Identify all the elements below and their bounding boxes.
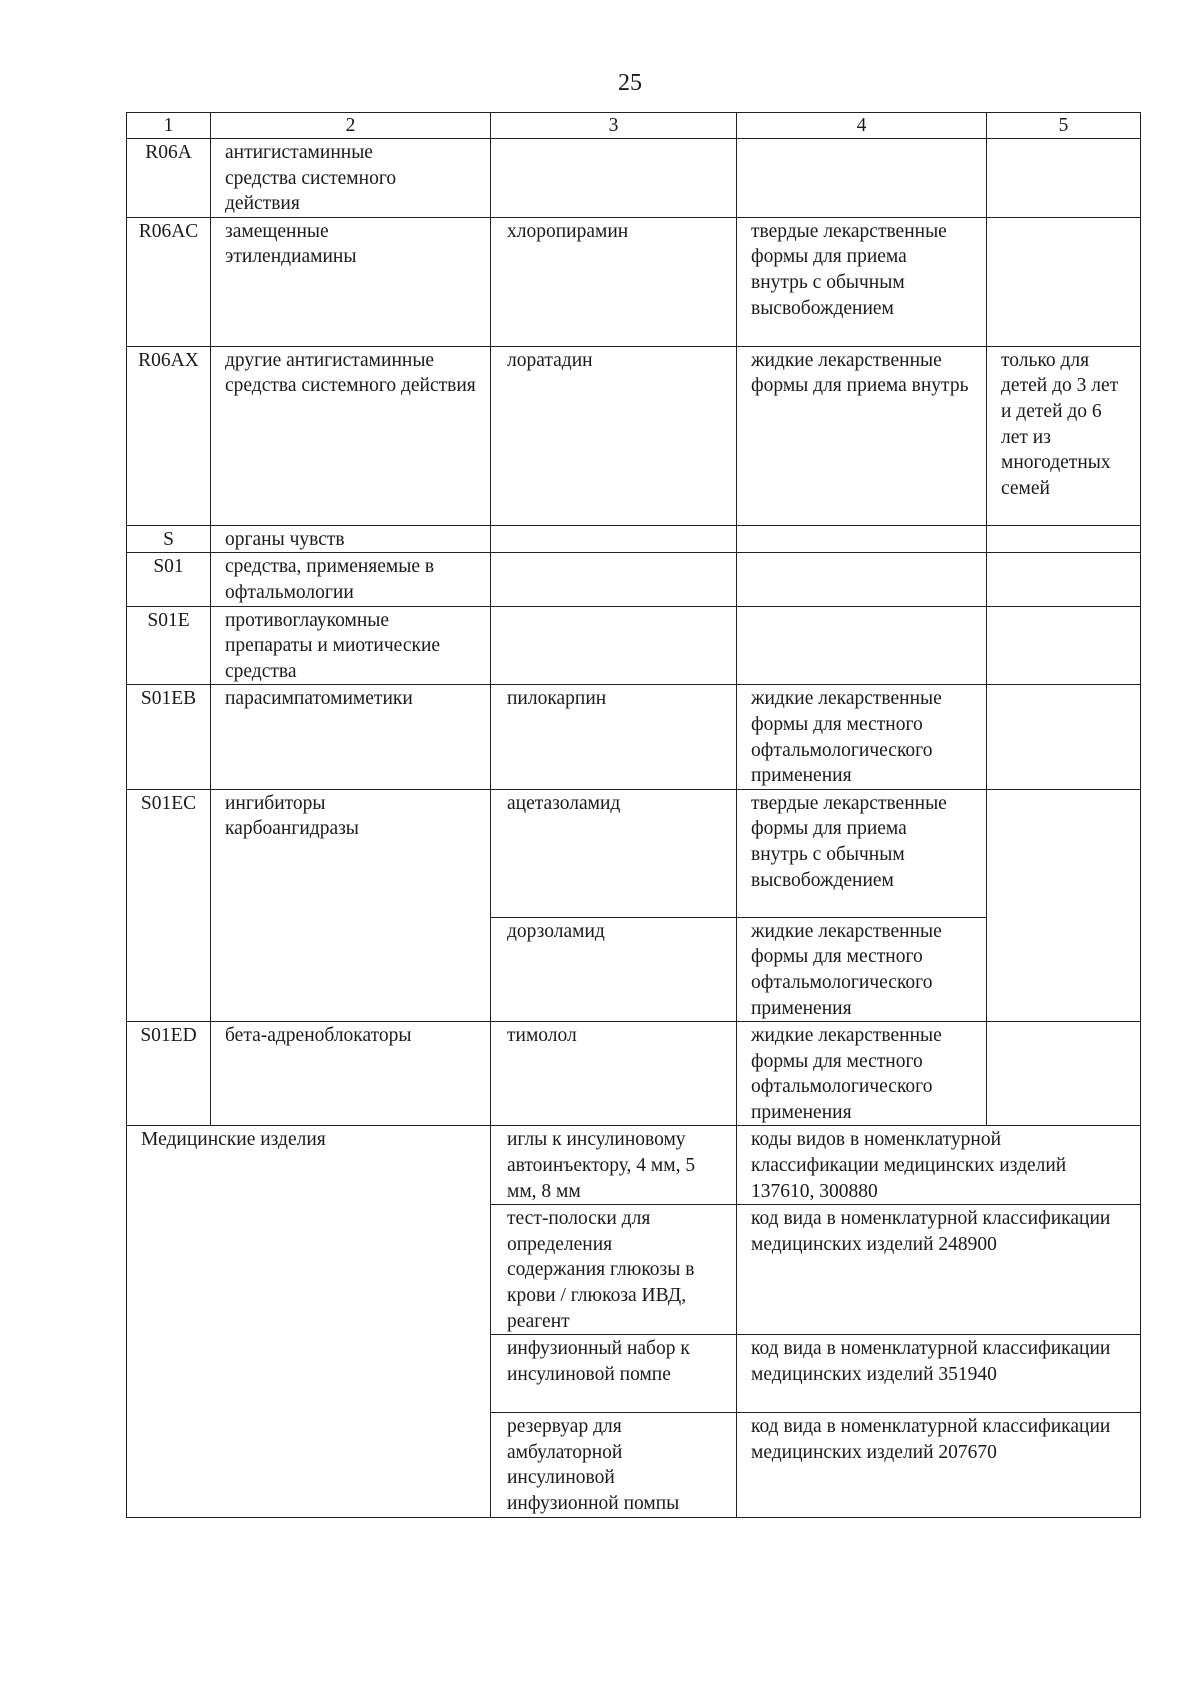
header-cell-5: 5 [987, 113, 1141, 139]
dosage-form-text: жидкие лекарственные формы для приема внутрь [751, 349, 969, 397]
header-row [127, 113, 1141, 139]
group-name-cell [211, 217, 491, 346]
group-name-cell: парасимпатомиметики [211, 685, 491, 789]
table-row [127, 606, 1141, 685]
note-text: только для детей до 3 лет и детей до 6 лет из многодетных семей [1001, 349, 1119, 499]
note-cell [987, 525, 1141, 553]
atc-code-cell: S01 [127, 553, 211, 606]
device-name-cell [491, 1205, 737, 1335]
header-cell-2: 2 [211, 113, 491, 139]
note-cell [987, 1022, 1141, 1126]
group-name-cell [211, 606, 491, 685]
dosage-form-cell [737, 346, 987, 525]
device-code-text: код вида в номенклатурной классификации медицинских изделий 351940 [751, 1338, 1111, 1385]
group-name-cell: бета-адреноблокаторы [211, 1022, 491, 1126]
table-row [127, 789, 1141, 917]
device-name-text: иглы к инсулиновому автоинъектору, 4 мм, 5 мм, 8 мм [507, 1129, 696, 1202]
table-row [127, 525, 1141, 553]
drug-name-cell: тимолол [491, 1022, 737, 1126]
device-code-text: коды видов в номенклатурной классификации медицинских изделий 137610, 300880 [751, 1129, 1067, 1202]
group-name-cell: органы чувств [211, 525, 491, 553]
atc-code-cell: S01ED [127, 1022, 211, 1126]
dosage-form-cell [737, 217, 987, 346]
drug-name-cell: хлоропирамин [491, 217, 737, 346]
table-row [127, 685, 1141, 789]
device-name-text: тест-полоски для определения содержания глюкозы в крови / глюкоза ИВД, реагент [507, 1208, 695, 1332]
atc-code-cell: S01E [127, 606, 211, 685]
page-number: 25 [618, 70, 642, 96]
header-cell-3: 3 [491, 113, 737, 139]
group-name-cell [211, 139, 491, 218]
drug-name-cell: ацетазоламид [491, 789, 737, 917]
note-cell [987, 139, 1141, 218]
device-row [127, 1126, 1141, 1205]
table-row [127, 217, 1141, 346]
atc-code-cell: R06A [127, 139, 211, 218]
drug-name-cell [491, 525, 737, 553]
device-code-cell [737, 1126, 1141, 1205]
dosage-form-cell [737, 606, 987, 685]
drug-name-cell [491, 139, 737, 218]
dosage-form-cell [737, 525, 987, 553]
drug-name-cell: лоратадин [491, 346, 737, 525]
group-name-cell: средства, применяемые в офтальмологии [211, 553, 491, 606]
device-code-cell [737, 1413, 1141, 1517]
dosage-form-cell [737, 685, 987, 789]
device-code-text: код вида в номенклатурной классификации медицинских изделий 248900 [751, 1208, 1111, 1255]
device-name-text: резервуар для амбулаторной инсулиновой инфузионной помпы [507, 1416, 680, 1514]
note-cell [987, 553, 1141, 606]
dosage-form-cell [737, 553, 987, 606]
note-cell [987, 685, 1141, 789]
atc-code-cell: S01EB [127, 685, 211, 789]
atc-code-cell: R06AX [127, 346, 211, 525]
note-cell [987, 606, 1141, 685]
device-name-cell [491, 1126, 737, 1205]
medication-table [126, 112, 1141, 1518]
group-name-text: противоглаукомные препараты и миотические средства [225, 609, 441, 682]
note-cell [987, 789, 1141, 1021]
device-name-text: инфузионный набор к инсулиновой помпе [507, 1338, 690, 1385]
group-name-cell: другие антигистаминные средства системного действия [211, 346, 491, 525]
header-cell-1: 1 [127, 113, 211, 139]
group-name-text: антигистаминные средства системного действия [225, 142, 397, 215]
drug-name-cell [491, 553, 737, 606]
device-name-cell [491, 1413, 737, 1517]
note-cell [987, 217, 1141, 346]
dosage-form-cell [737, 789, 987, 917]
dosage-form-cell [737, 1022, 987, 1126]
dosage-form-text: жидкие лекарственные формы для местного офтальмологического применения [751, 688, 942, 787]
device-code-cell [737, 1335, 1141, 1413]
device-code-cell [737, 1205, 1141, 1335]
dosage-form-text: твердые лекарственные формы для приема внутрь с обычным высвобождением [751, 792, 947, 891]
drug-name-cell: пилокарпин [491, 685, 737, 789]
atc-code-cell: S01EC [127, 789, 211, 1021]
dosage-form-text: жидкие лекарственные формы для местного офтальмологического применения [751, 920, 942, 1019]
drug-name-cell [491, 606, 737, 685]
dosage-form-cell [737, 139, 987, 218]
drug-name-cell: дорзоламид [491, 917, 737, 1021]
dosage-form-text: жидкие лекарственные формы для местного офтальмологического применения [751, 1025, 942, 1123]
device-name-cell [491, 1335, 737, 1413]
header-cell-4: 4 [737, 113, 987, 139]
dosage-form-text: твердые лекарственные формы для приема внутрь с обычным высвобождением [751, 220, 947, 319]
group-name-text: ингибиторы карбоангидразы [225, 792, 359, 840]
dosage-form-cell [737, 917, 987, 1021]
device-code-text: код вида в номенклатурной классификации медицинских изделий 207670 [751, 1416, 1111, 1463]
group-name-text: замещенные этилендиамины [225, 220, 357, 268]
table-row [127, 553, 1141, 606]
table-row [127, 139, 1141, 218]
atc-code-cell: R06AC [127, 217, 211, 346]
table-row [127, 346, 1141, 525]
atc-code-cell: S [127, 525, 211, 553]
group-name-cell [211, 789, 491, 1021]
note-cell [987, 346, 1141, 525]
table-row [127, 1022, 1141, 1126]
medical-devices-label: Медицинские изделия [127, 1126, 491, 1517]
